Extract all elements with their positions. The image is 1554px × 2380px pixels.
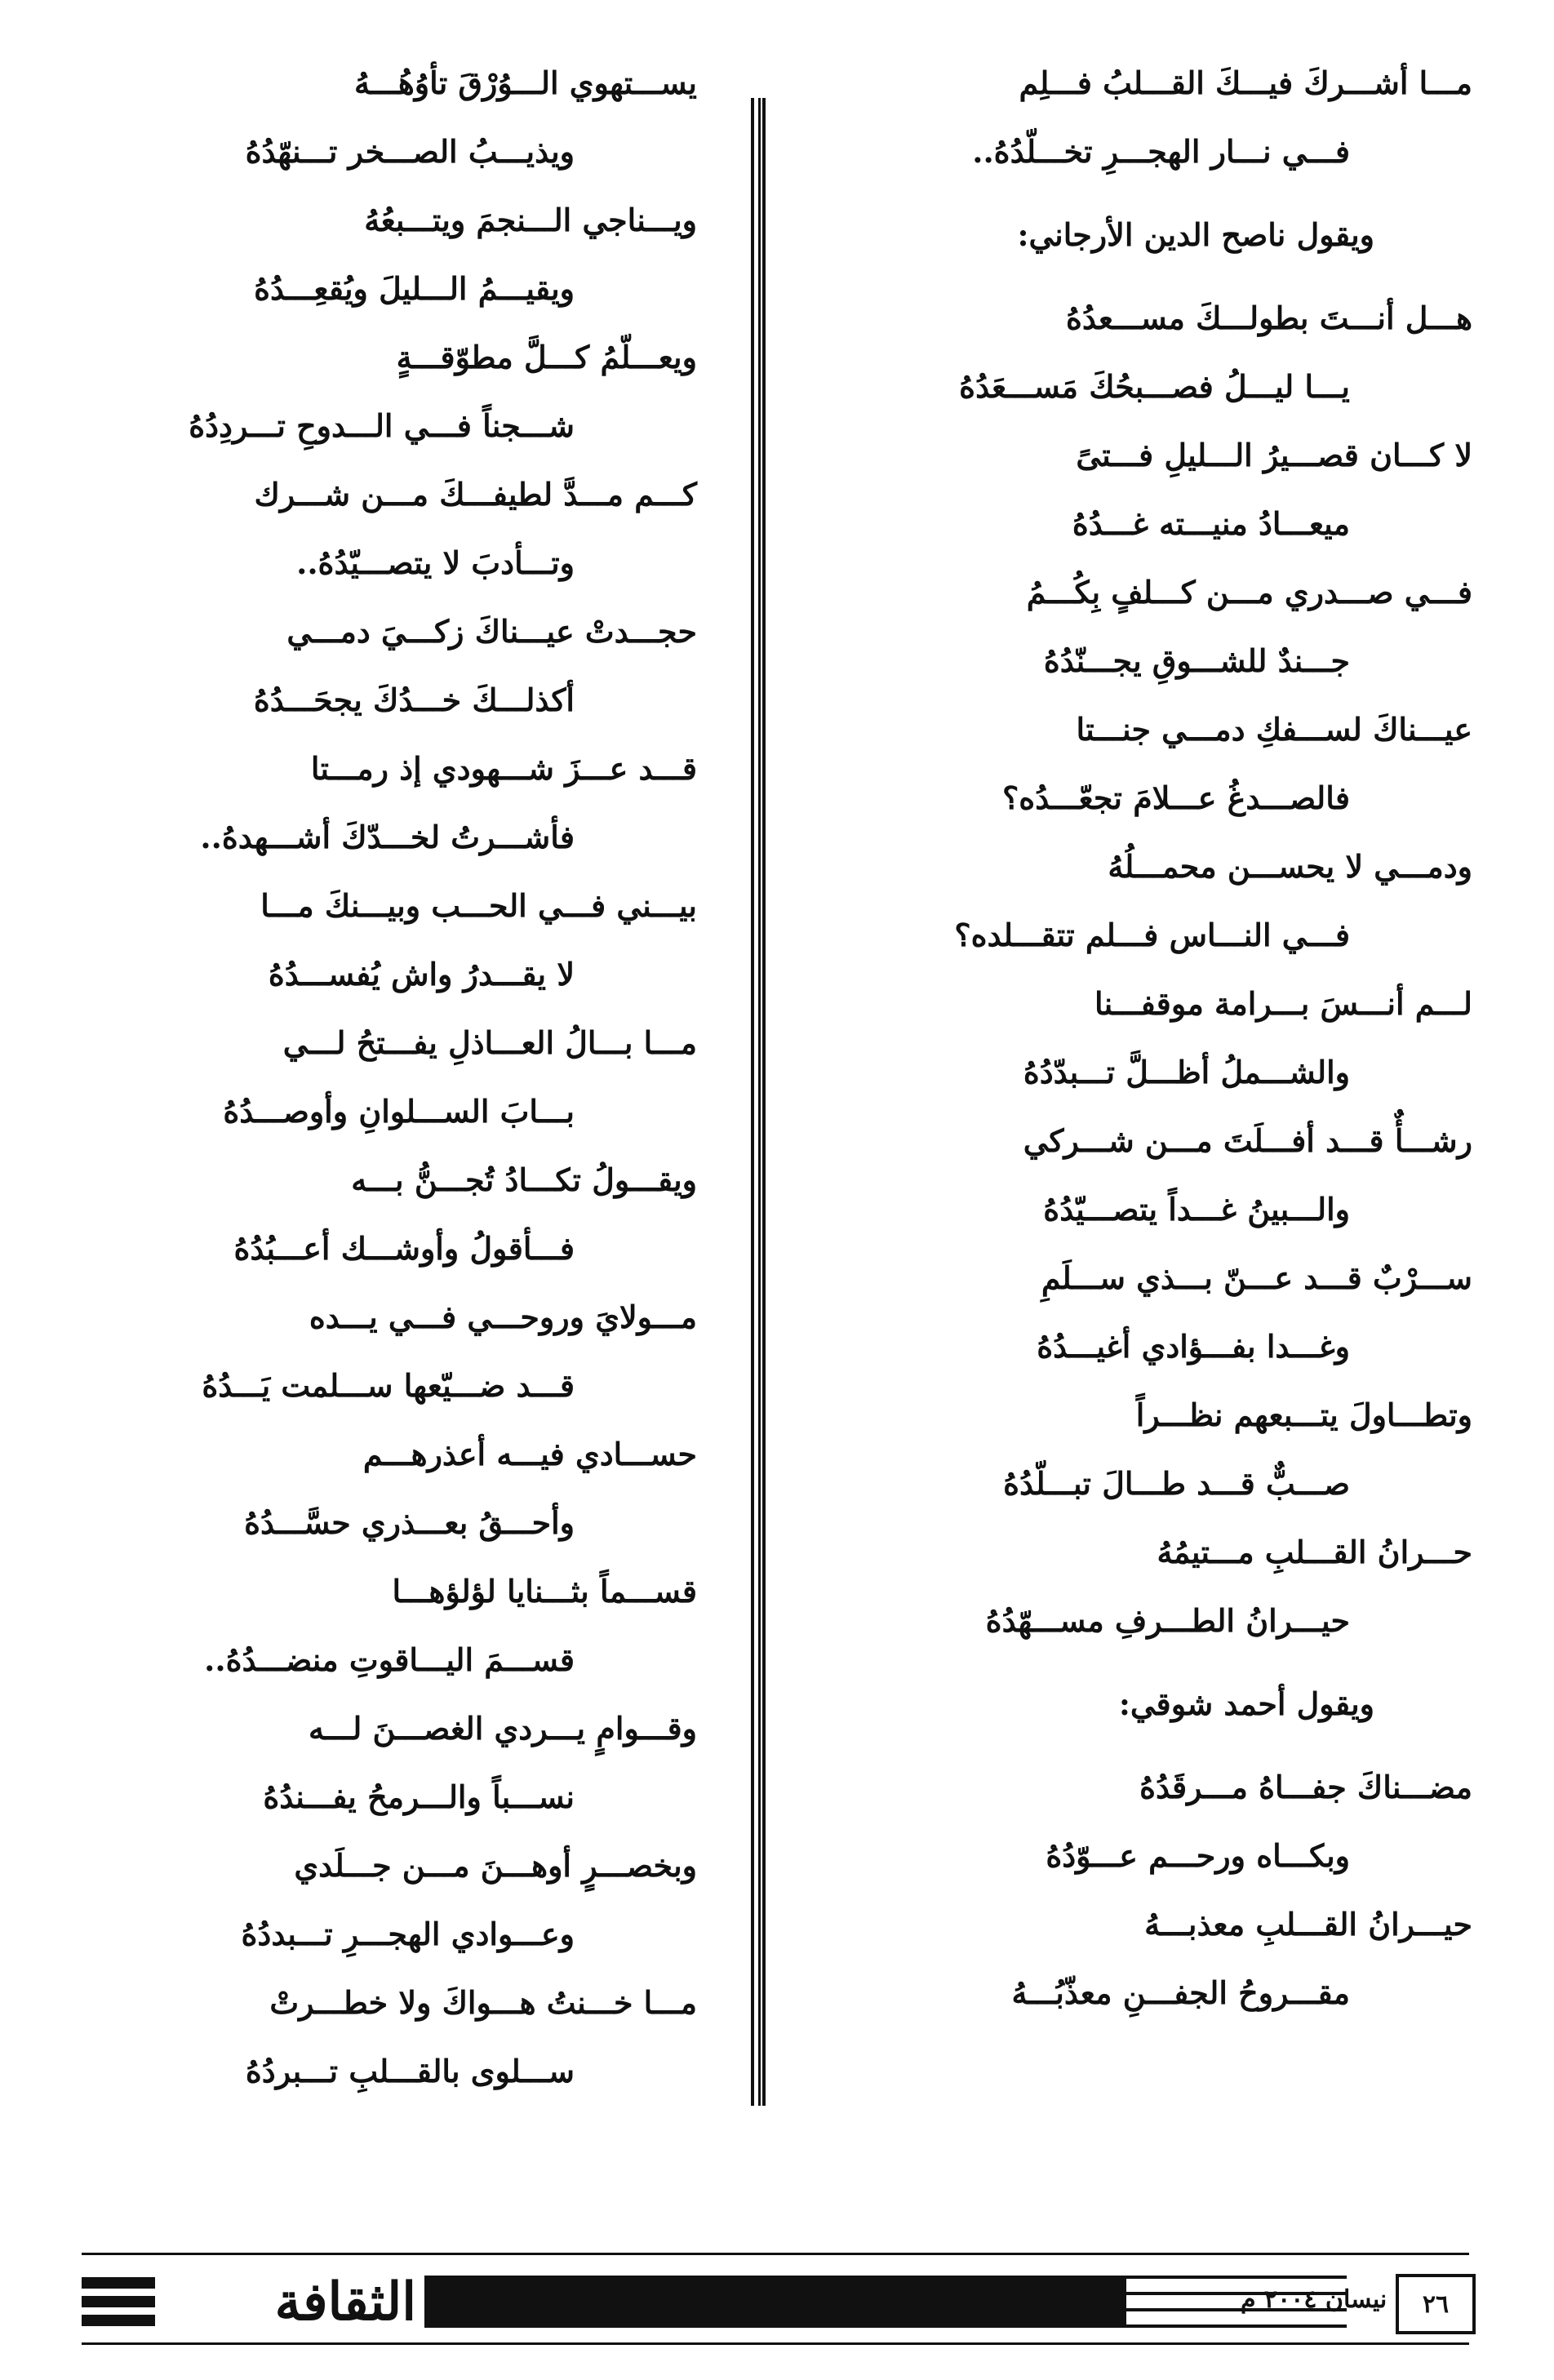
- poem-line: مضـــناكَ جفـــاهُ مـــرقَدُهُ: [1139, 1769, 1472, 1805]
- footer-rule-top: [82, 2253, 1469, 2255]
- footer: [82, 2253, 1469, 2351]
- poem-line: هـــل أنـــتَ بطولـــكَ مســـعدُهُ: [1066, 300, 1472, 336]
- page-number: ٢٦: [1422, 2289, 1450, 2319]
- issue-date: نيسان ٢٠٠٤ م: [1241, 2285, 1388, 2314]
- poem-line: مـــا بـــالُ العـــاذلِ يفـــتحُ لـــي: [282, 1024, 697, 1061]
- poem-line: ودمـــي لا يحســـن محمـــلُهُ: [1108, 848, 1472, 885]
- poem-line: قســـماً بثـــنايا لؤلؤهـــا: [392, 1573, 697, 1610]
- poem-line: صـــبٌّ قـــد طـــالَ تبـــلّدُهُ: [1003, 1465, 1350, 1502]
- poem-line: جـــندٌ للشـــوقِ يجـــنّدُهُ: [1043, 642, 1350, 679]
- footer-black-band: [424, 2276, 1126, 2328]
- poem-line: حســـادي فيـــه أعذرهـــم: [362, 1436, 697, 1472]
- poem-line: حيـــرانُ القـــلبِ معذبـــهُ: [1144, 1906, 1472, 1943]
- poem-line: بيـــني فـــي الحـــب وبيـــنكَ مـــا: [260, 887, 697, 924]
- poem-intro-line: ويقول ناصح الدين الأرجاني:: [1017, 216, 1374, 253]
- poem-line: مـــا أشـــركَ فيـــكَ القـــلبُ فـــلِم: [1019, 64, 1472, 101]
- poem-line: وتطـــاولَ يتـــبعهم نظـــراً: [1135, 1396, 1472, 1433]
- poem-line: حـــرانُ القـــلبِ مـــتيمُهُ: [1157, 1534, 1472, 1570]
- poem-line: وبكـــاه ورحـــم عـــوّدُهُ: [1046, 1837, 1350, 1874]
- magazine-name: الثقافة: [274, 2271, 416, 2333]
- poem-intro-line: ويقول أحمد شوقي:: [1118, 1685, 1374, 1722]
- poem-line: شـــجناً فـــي الـــدوحِ تـــردِدُهُ: [189, 407, 575, 444]
- poem-line: نســـباً والـــرمحُ يفـــندُهُ: [263, 1778, 575, 1815]
- poem-line: فأشـــرتُ لخـــدّكَ أشـــهدهُ..: [200, 819, 575, 855]
- right-column: [779, 49, 1472, 2027]
- poem-line: وأحـــقُ بعـــذري حسَّـــدُهُ: [244, 1504, 575, 1541]
- logo-bars-icon: [82, 2277, 155, 2326]
- poem-line: وغـــدا بفـــؤادي أغيـــدُهُ: [1037, 1328, 1350, 1365]
- poem-line: لـــم أنـــسَ بـــرامة موقفـــنا: [1094, 985, 1472, 1022]
- left-column: [44, 49, 697, 2106]
- poem-line: وعـــوادي الهجـــرِ تـــبددُهُ: [241, 1916, 575, 1952]
- poem-line: فـــي صـــدري مـــن كـــلفٍ بِكُـــمُ: [1026, 574, 1472, 611]
- poem-line: مـــا خـــنتُ هـــواكَ ولا خطـــرتْ: [269, 1984, 697, 2021]
- poem-line: أكذلـــكَ خـــدُكَ يجحَـــدُهُ: [253, 682, 575, 718]
- poem-line: وقـــوامٍ يـــردي الغصـــنَ لـــه: [308, 1710, 697, 1747]
- poem-line: بـــابَ الســـلوانِ وأوصـــدُهُ: [223, 1093, 575, 1130]
- page-number-box: [1396, 2274, 1476, 2334]
- poem-line: وتـــأدبَ لا يتصـــيّدُهُ..: [296, 544, 575, 581]
- poem-line: مـــولايَ وروحـــي فـــي يـــده: [309, 1299, 697, 1335]
- poem-line: قـــد ضـــيّعها ســـلمت يَـــدُهُ: [202, 1367, 575, 1404]
- magazine-logo: [82, 2269, 416, 2334]
- poem-line: ميعـــادُ منيـــته غـــدُهُ: [1072, 505, 1350, 542]
- poem-line: ويذيـــبُ الصـــخر تـــنهّدُهُ: [245, 133, 575, 170]
- poem-line: ســـلوى بالقـــلبِ تـــبردُهُ: [245, 2053, 575, 2089]
- poem-line: فـــي النـــاس فـــلم تتقـــلده؟: [954, 917, 1350, 953]
- poem-line: ويقـــولُ تكـــادُ تُجـــنُّ بـــه: [351, 1161, 697, 1198]
- column-divider: [751, 98, 766, 2106]
- poem-line: رشـــأٌ قـــد أفـــلَتَ مـــن شـــركي: [1023, 1122, 1472, 1159]
- poem-line: قـــد عـــزَ شـــهودي إذ رمـــتا: [310, 750, 697, 787]
- poem-line: مقـــروحُ الجفـــنِ معذّبُـــهُ: [1011, 1974, 1350, 2011]
- poem-line: حيـــرانُ الطـــرفِ مســـهّدُهُ: [985, 1602, 1350, 1639]
- poem-line: حجـــدتْ عيـــناكَ زكـــيَ دمـــي: [286, 613, 697, 650]
- poem-line: يـــا ليـــلُ فصـــبحُكَ مَســـعَدُهُ: [959, 368, 1350, 405]
- poem-line: فـــأقولُ وأوشـــك أعـــبُدُهُ: [233, 1230, 575, 1267]
- poem-line: لا يقـــدرُ واش يُفســـدُهُ: [268, 956, 575, 992]
- poem-line: لا كـــان قصـــيرُ الـــليلِ فـــتىً: [1076, 437, 1472, 473]
- poem-line: فالصـــدغُ عـــلامَ تجعّـــدُه؟: [1002, 779, 1350, 816]
- poem-line: كـــم مـــدَّ لطيفـــكَ مـــن شـــرك: [254, 476, 697, 513]
- poem-line: والشـــملُ أظـــلَّ تـــبدّدُهُ: [1023, 1054, 1350, 1090]
- poem-line: قســـمَ اليـــاقوتِ منضـــدُهُ..: [204, 1641, 575, 1678]
- footer-rule-bottom: [82, 2342, 1469, 2345]
- poem-line: يســـتهوي الـــوُرْقَ تأوُهُـــهُ: [353, 64, 697, 101]
- poem-line: عيـــناكَ لســـفكِ دمـــي جنـــتا: [1076, 711, 1472, 748]
- poem-line: وبخصـــرٍ أوهـــنَ مـــن جـــلَدي: [294, 1847, 697, 1884]
- poem-line: ويقيـــمُ الـــليلَ ويُقعِـــدُهُ: [254, 270, 575, 307]
- poem-line: ســـرْبٌ قـــد عـــنّ بـــذي ســـلَمِ: [1041, 1259, 1472, 1296]
- poem-line: فـــي نـــار الهجـــرِ تخـــلّدُهُ..: [972, 133, 1350, 170]
- poem-line: ويعـــلّمُ كـــلَّ مطوّقـــةٍ: [396, 339, 697, 375]
- poem-line: والـــبينُ غـــداً يتصـــيّدُهُ: [1043, 1191, 1350, 1228]
- poem-line: ويـــناجي الـــنجمَ ويتـــبعُهُ: [364, 202, 697, 238]
